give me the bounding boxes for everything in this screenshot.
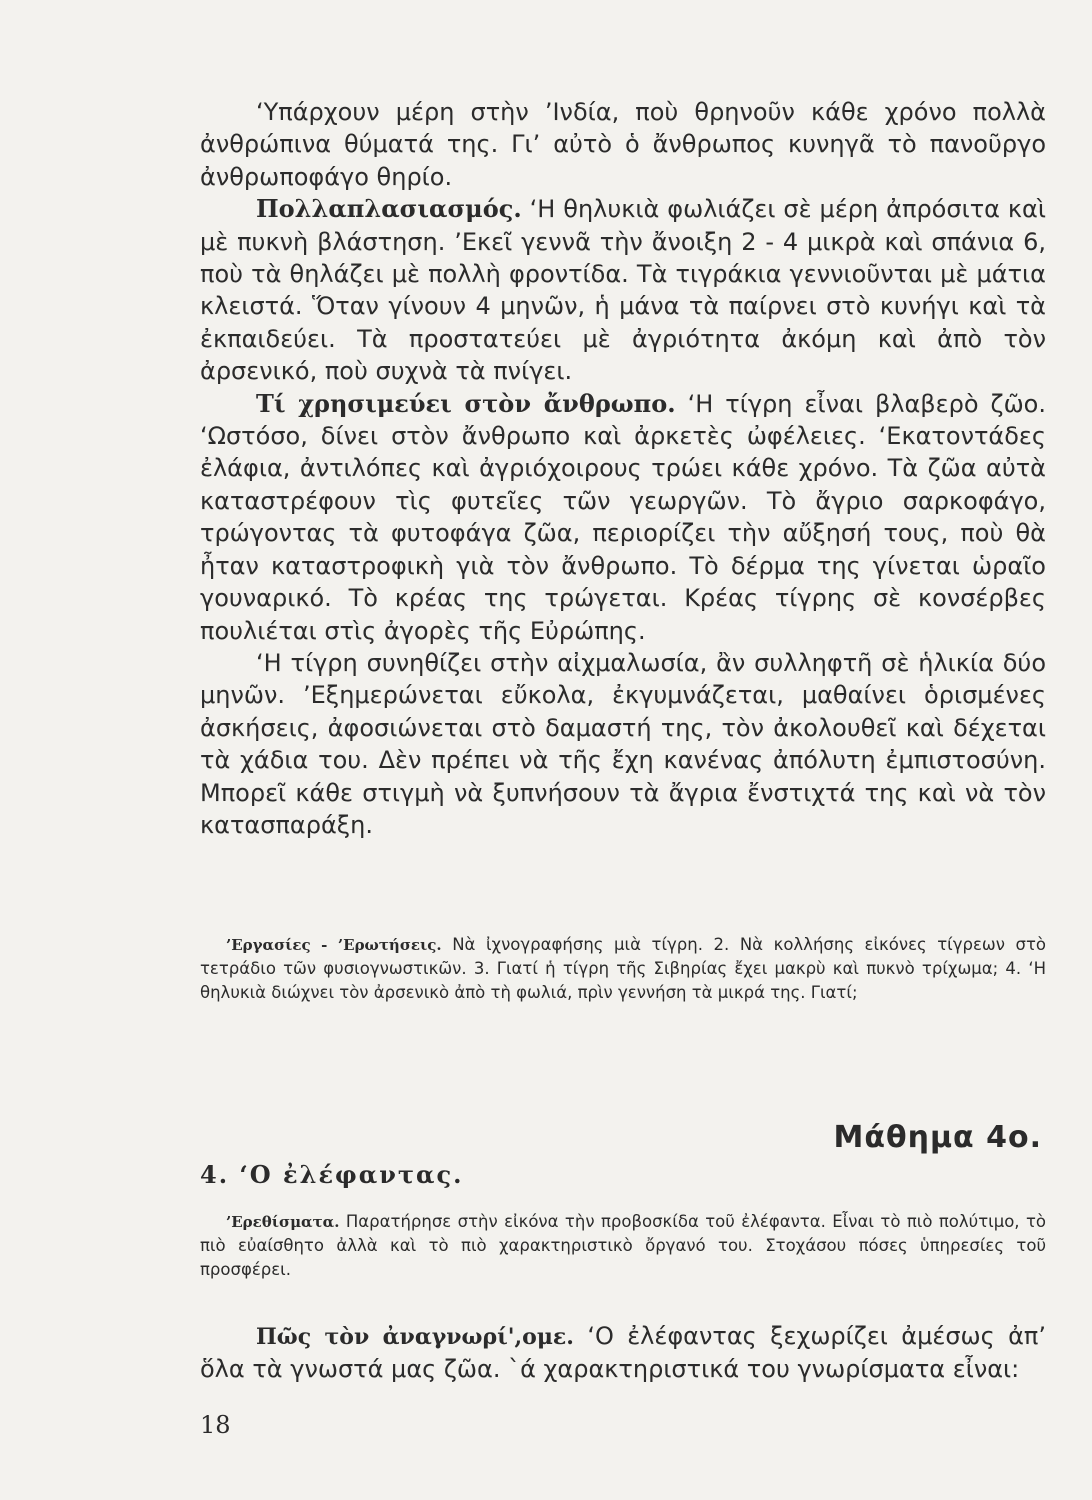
usefulness-text: ‘Η τίγρη εἶναι βλαβερὸ ζῶο. ‘Ωστόσο, δίνει στὸν ἄνθρωπο καὶ ἀρκετὲς ὠφέλειες. ‘Εκατοντάδες ἐλάφια, ἀντιλόπες καὶ ἀγριόχοιρους τρώει κάθε χρόνο. Τὰ ζῶα αὐτὰ καταστρέφουν τὶς φυτεῖες τῶν γεωργῶν. Τὸ ἄγριο σαρκοφάγο, τρώγοντας τὰ φυτοφάγα ζῶα, περιορίζει τὴν αὔξησή τους, ποὺ θὰ ἦταν καταστροφικὴ γιὰ τὸν ἄνθρωπο. Τὸ δέρμα της γίνεται ὡραῖο γουναρικό. Τὸ κρέας της τρώγεται. Κρέας τίγρης σὲ κονσέρβες πουλιέται στὶς ἀγορὲς τῆς Εὐρώπης. bbox=[200, 389, 1046, 645]
exercises-block bbox=[200, 933, 1046, 1005]
recognition-text: ‘Ο ἐλέφαντας ξεχωρίζει ἀμέσως ἀπ’ ὅλα τὰ γνωστά μας ζῶα. `ά χαρακτηριστικά του γνωρίσματα εἶναι: bbox=[200, 1322, 1046, 1384]
recognition-heading: Πῶς τὸν ἀναγνωρί',ομε. bbox=[256, 1324, 574, 1350]
multiplication-text: ‘Η θηλυκιὰ φωλιάζει σὲ μέρη ἀπρόσιτα καὶ μὲ πυκνὴ βλάστηση. ’Εκεῖ γεννᾶ τὴν ἄνοιξη 2 - 4 μικρὰ καὶ σπάνια 6, ποὺ τὰ θηλάζει μὲ πολλὴ φροντίδα. Τὰ τιγράκια γεννιοῦνται μὲ μάτια κλειστά. Ὅταν γίνουν 4 μηνῶν, ἡ μάνα τὰ παίρνει στὸ κυνήγι καὶ τὰ ἐκπαιδεύει. Τὰ προστατεύει μὲ ἀγριότητα ἀκόμη καὶ ἀπὸ τὸν ἀρσενικό, ποὺ συχνὰ τὰ πνίγει. bbox=[200, 195, 1046, 386]
page-number: 18 bbox=[200, 1411, 231, 1439]
captivity-text: ‘Η τίγρη συνηθίζει στὴν αἰχμαλωσία, ἂν συλληφτῆ σὲ ἡλικία δύο μηνῶν. ’Εξημερώνεται εὔκολα, ἐκγυμνάζεται, μαθαίνει ὁρισμένες ἀσκήσεις, ἀφοσιώνεται στὸ δαμαστή της, τὸν ἀκολουθεῖ καὶ δέχεται τὰ χάδια του. Δὲν πρέπει νὰ τῆς ἔχη κανένας ἀπόλυτη ἐμπιστοσύνη. Μπορεῖ κάθε στιγμὴ νὰ ξυπνήσουν τὰ ἄγρια ἔνστιχτά της καὶ νὰ τὸν κατασπαράξη. bbox=[200, 648, 1046, 839]
stimuli-block bbox=[200, 1210, 1046, 1282]
paragraph-captivity bbox=[200, 647, 1046, 841]
multiplication-heading: Πολλαπλασιασμός. bbox=[256, 194, 522, 224]
paragraph-india: ‘Υπάρχουν μέρη στὴν ’Ινδία, ποὺ θρηνοῦν κάθε χρόνο πολλὰ ἀνθρώπινα θύματά της. Γι’ αὐτὸ ὁ ἄνθρωπος κυνηγᾶ τὸ πανοῦργο ἀνθρωποφάγο θηρίο. bbox=[200, 98, 1046, 191]
exercises-heading: ’Εργασίες - ’Ερωτήσεις. bbox=[226, 936, 442, 954]
paragraph-usefulness bbox=[200, 388, 1046, 647]
paragraph-multiplication bbox=[200, 193, 1046, 387]
section-title: 4. ‘Ο ἐλέφαντας. bbox=[200, 1160, 464, 1189]
lesson-number: Μάθημα 4ο. bbox=[833, 1120, 1042, 1155]
stimuli-heading: ’Ερεθίσματα. bbox=[226, 1213, 340, 1231]
main-text-block bbox=[200, 96, 1046, 841]
recognition-block bbox=[200, 1320, 1046, 1386]
exercises-text: Νὰ ἰχνογραφήσης μιὰ τίγρη. 2. Νὰ κολλήσης εἰκόνες τίγρεων στὸ τετράδιο τῶν φυσιογνωστικῶν. 3. Γιατί ἡ τίγρη τῆς Σιβηρίας ἔχει μακρὺ καὶ πυκνὸ τρίχωμα; 4. ‘Η θηλυκιὰ διώχνει τὸν ἀρσενικὸ ἀπὸ τὴ φωλιά, πρὶν γεννήση τὰ μικρά της. Γιατί; bbox=[200, 935, 1046, 1002]
usefulness-heading: Τί χρησιμεύει στὸν ἄνθρωπο. bbox=[256, 388, 676, 418]
stimuli-text: Παρατήρησε στὴν εἰκόνα τὴν προβοσκίδα τοῦ ἐλέφαντα. Εἶναι τὸ πιὸ πολύτιμο, τὸ πιὸ εὐαίσθητο ἀλλὰ καὶ τὸ πιὸ χαρακτηριστικὸ ὄργανό του. Στοχάσου πόσες ὑπηρεσίες τοῦ προσφέρει. bbox=[200, 1212, 1046, 1279]
